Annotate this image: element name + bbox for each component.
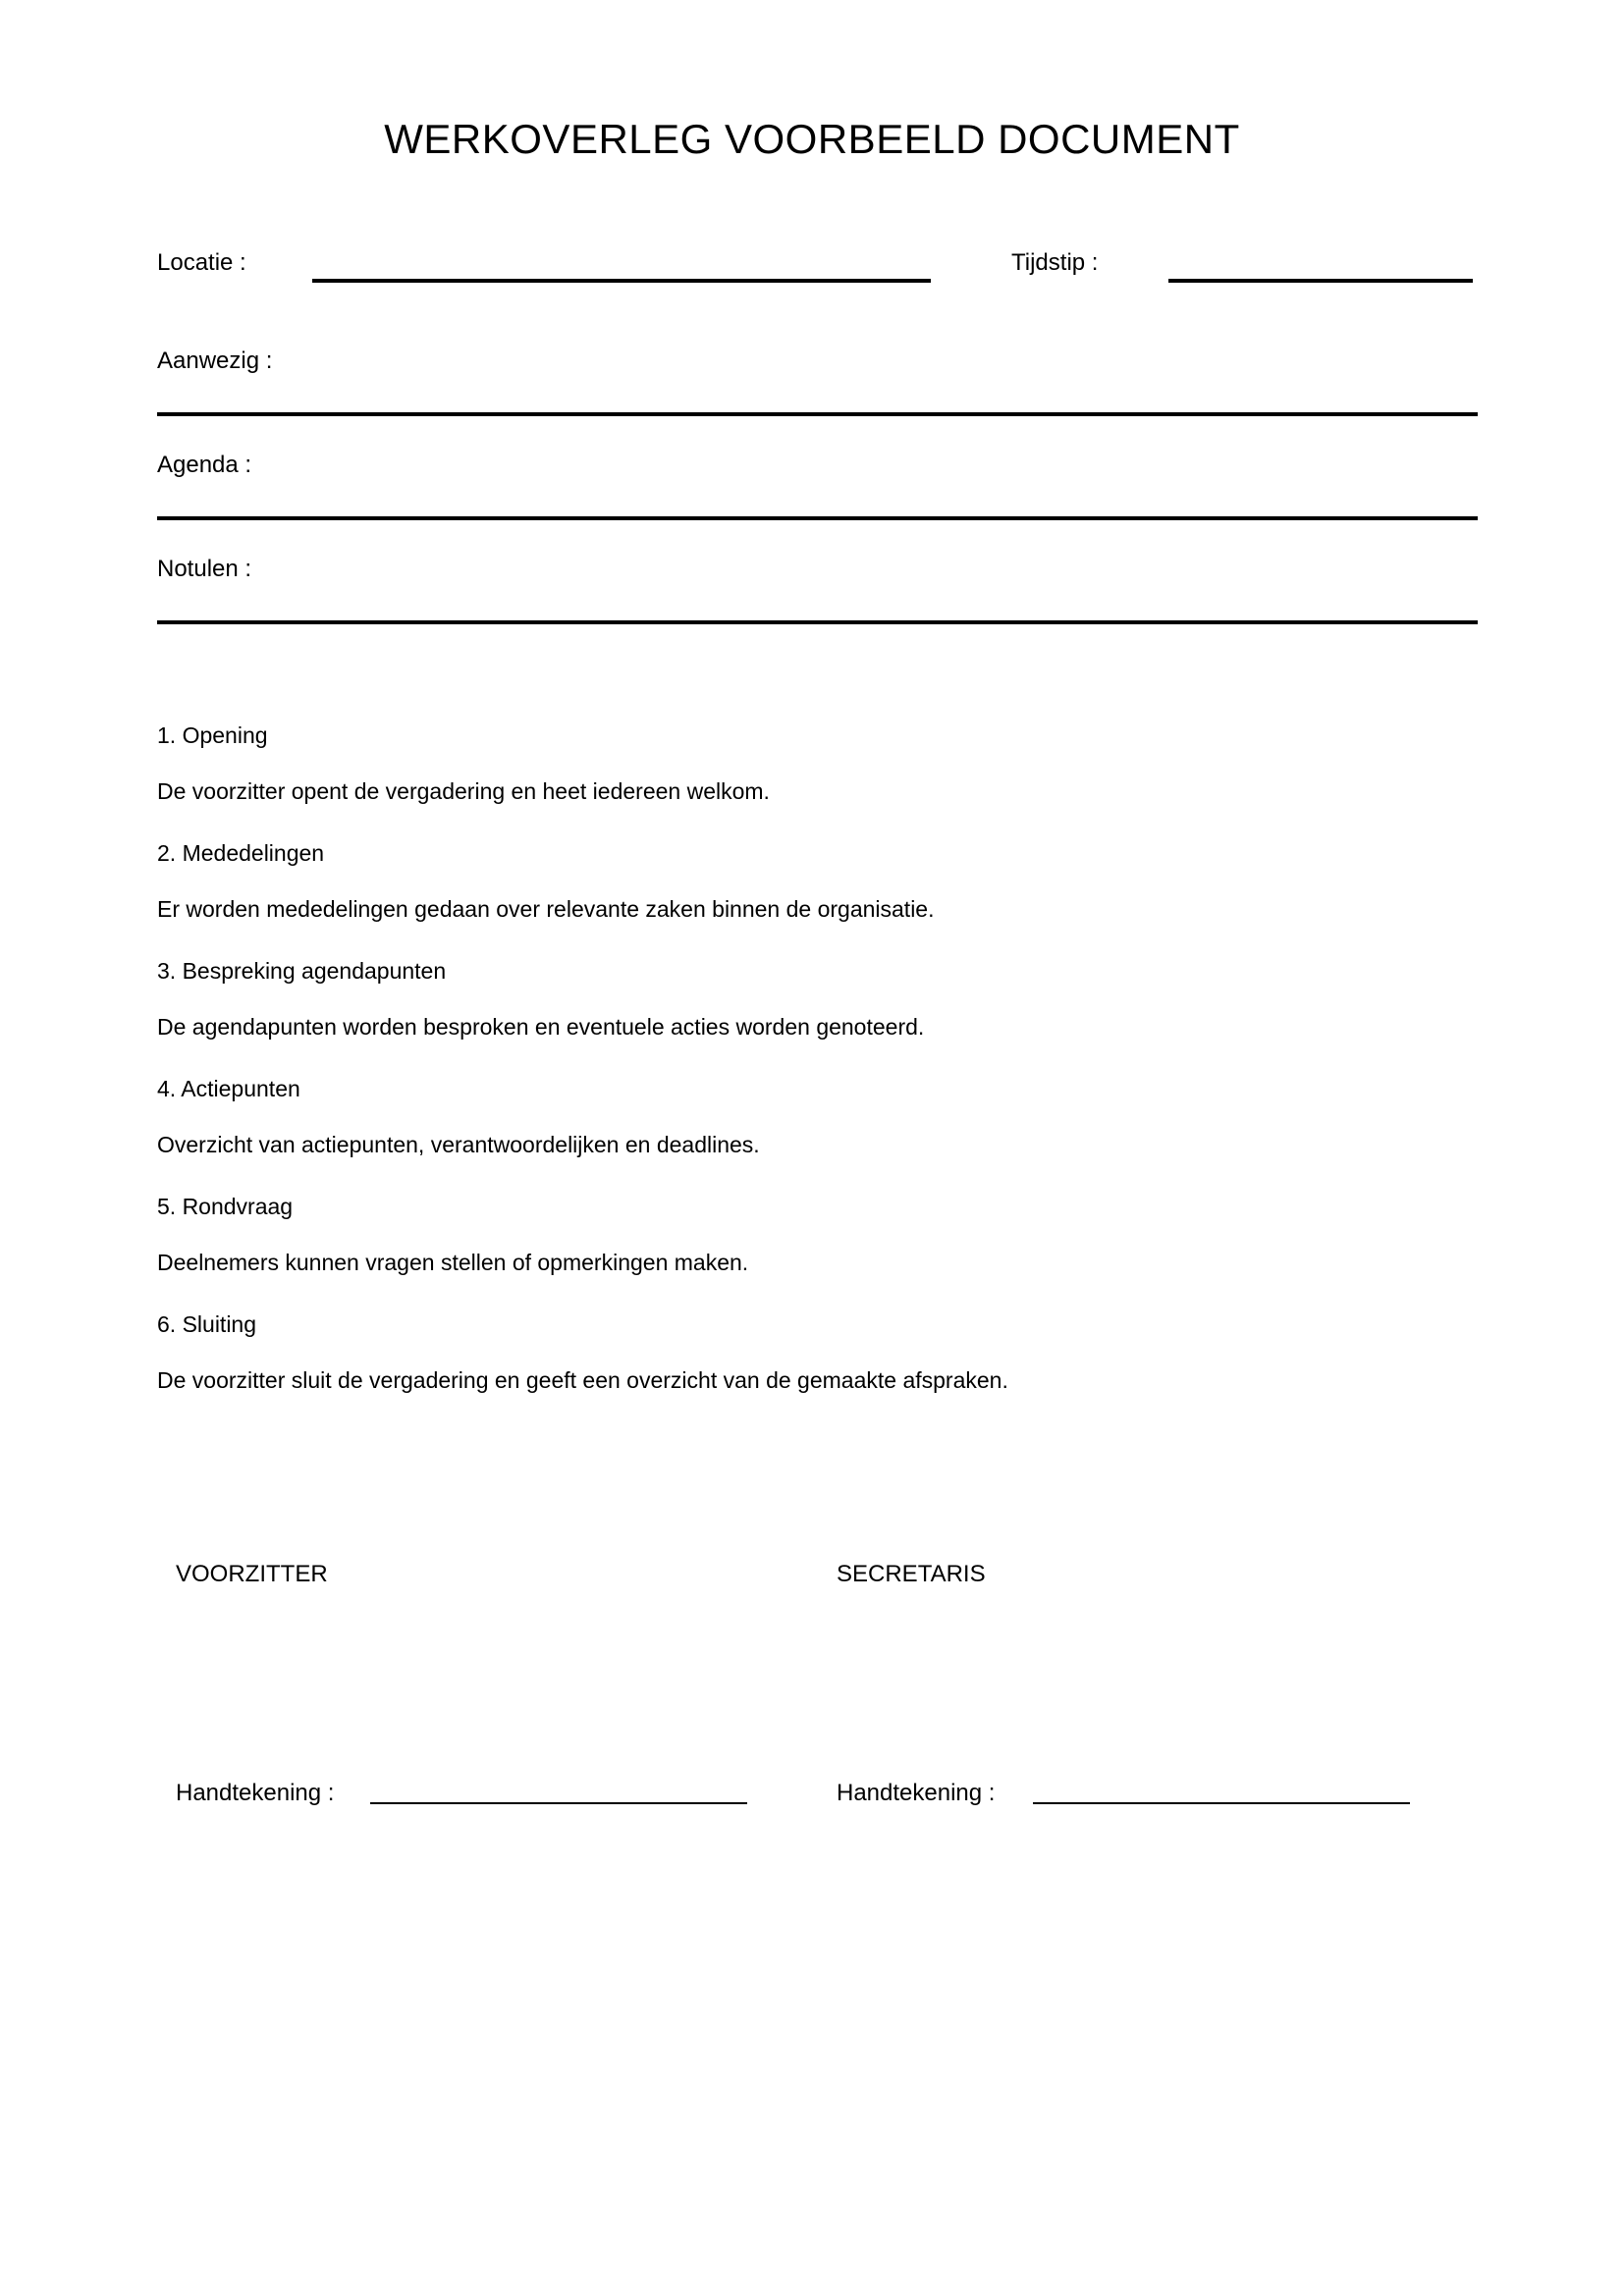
voorzitter-role-label: VOORZITTER xyxy=(176,1561,328,1587)
section-body: Deelnemers kunnen vragen stellen of opmerkingen maken. xyxy=(157,1250,749,1275)
section-heading: 3. Bespreking agendapunten xyxy=(157,958,447,984)
notulen-label: Notulen : xyxy=(157,556,252,582)
handtekening-signature-line-voorzitter[interactable] xyxy=(370,1802,747,1804)
section-body: Er worden mededelingen gedaan over relevante zaken binnen de organisatie. xyxy=(157,896,935,922)
document-title: WERKOVERLEG VOORBEELD DOCUMENT xyxy=(384,116,1240,162)
agenda-field-line[interactable] xyxy=(157,516,1478,520)
section-bespreking-agendapunten xyxy=(157,957,1483,1041)
section-opening xyxy=(157,721,1483,805)
notulen-field-line[interactable] xyxy=(157,620,1478,624)
handtekening-signature-line-secretaris[interactable] xyxy=(1033,1802,1410,1804)
section-actiepunten xyxy=(157,1075,1483,1158)
tijdstip-label: Tijdstip : xyxy=(1011,249,1099,276)
section-body: De voorzitter opent de vergadering en heet iedereen welkom. xyxy=(157,778,770,804)
secretaris-role-label: SECRETARIS xyxy=(837,1561,986,1587)
handtekening-label-secretaris: Handtekening : xyxy=(837,1780,996,1806)
section-body: De agendapunten worden besproken en eventuele acties worden genoteerd. xyxy=(157,1014,925,1040)
section-rondvraag xyxy=(157,1193,1483,1276)
section-heading: 2. Mededelingen xyxy=(157,840,325,866)
section-heading: 5. Rondvraag xyxy=(157,1194,294,1219)
locatie-label: Locatie : xyxy=(157,249,246,276)
tijdstip-field-line[interactable] xyxy=(1168,279,1473,283)
aanwezig-label: Aanwezig : xyxy=(157,347,273,374)
locatie-field-line[interactable] xyxy=(312,279,931,283)
section-body: De voorzitter sluit de vergadering en geeft een overzicht van de gemaakte afspraken. xyxy=(157,1367,1008,1393)
agenda-sections xyxy=(157,721,1483,1428)
section-body: Overzicht van actiepunten, verantwoordelijken en deadlines. xyxy=(157,1132,760,1157)
section-heading: 4. Actiepunten xyxy=(157,1076,300,1101)
section-heading: 6. Sluiting xyxy=(157,1311,257,1337)
aanwezig-field-line[interactable] xyxy=(157,412,1478,416)
agenda-label: Agenda : xyxy=(157,452,252,478)
section-mededelingen xyxy=(157,839,1483,923)
section-sluiting xyxy=(157,1310,1483,1394)
handtekening-label-voorzitter: Handtekening : xyxy=(176,1780,335,1806)
section-heading: 1. Opening xyxy=(157,722,268,748)
